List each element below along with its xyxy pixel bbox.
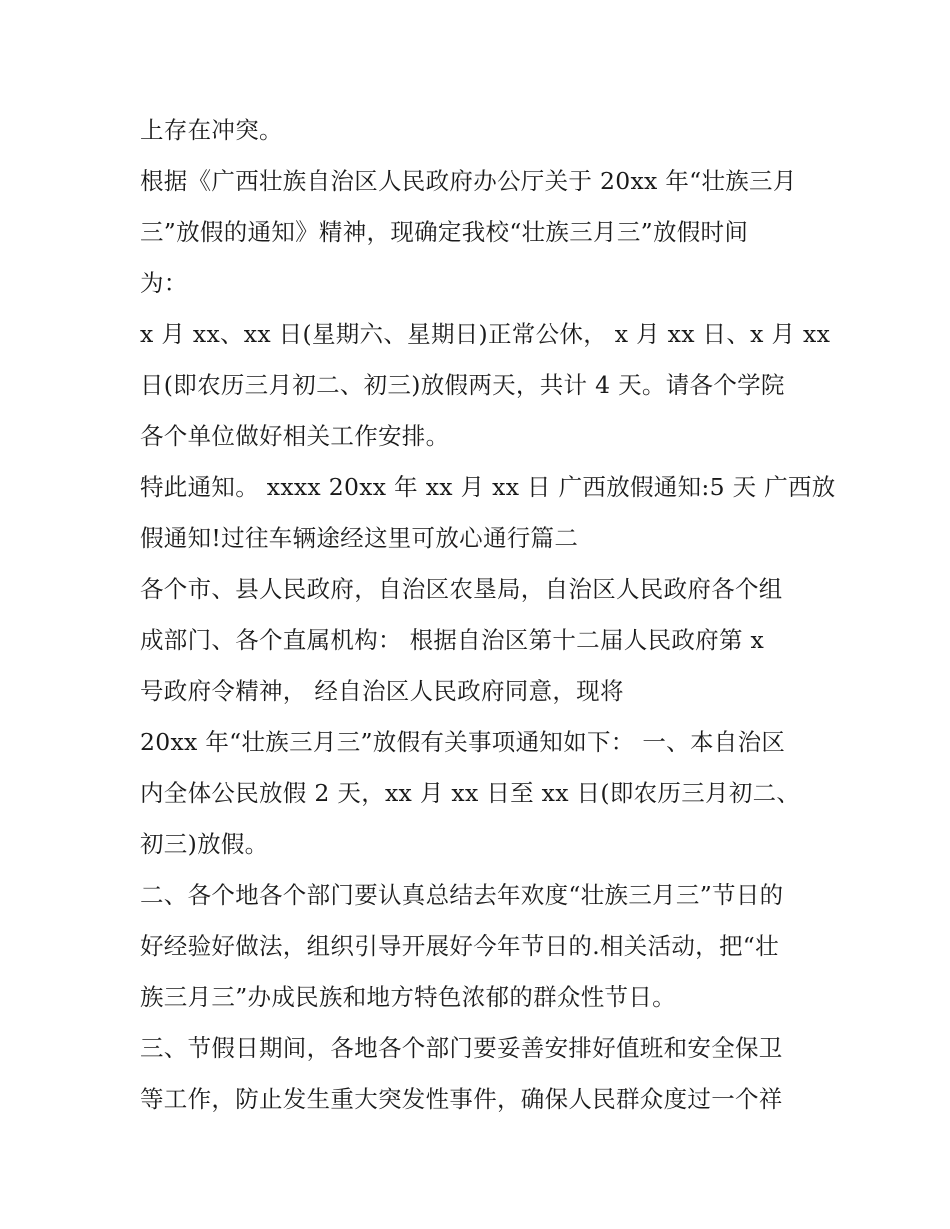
text-line: 成部门、各个直属机构： 根据自治区第十二届人民政府第 x (140, 626, 765, 654)
text-line: 各个单位做好相关工作安排。 (140, 422, 450, 450)
text-line: 假通知!过往车辆途经这里可放心通行篇二 (140, 524, 579, 552)
text-line: 号政府令精神， 经自治区人民政府同意，现将 (140, 677, 624, 705)
text-line: 好经验好做法，组织引导开展好今年节日的.相关活动，把“壮 (140, 932, 779, 960)
text-line: 内全体公民放假 2 天，xx 月 xx 日至 xx 日(即农历三月初二、 (140, 779, 801, 807)
text-line: 二、各个地各个部门要认真总结去年欢度“壮族三月三”节日的 (140, 881, 784, 909)
text-line: 三”放假的通知》精神，现确定我校“壮族三月三”放假时间 (140, 218, 749, 246)
text-line: 等工作，防止发生重大突发性事件，确保人民群众度过一个祥 (140, 1085, 783, 1113)
text-line: 日(即农历三月初二、初三)放假两天，共计 4 天。请各个学院 (140, 371, 785, 399)
text-line: 三、节假日期间，各地各个部门要妥善安排好值班和安全保卫 (140, 1034, 783, 1062)
text-line: 特此通知。 xxxx 20xx 年 xx 月 xx 日 广西放假通知:5 天 广西放 (140, 473, 836, 501)
document-body (140, 105, 836, 1125)
text-line: x 月 xx、xx 日(星期六、星期日)正常公休， x 月 xx 日、x 月 xx (140, 320, 831, 348)
text-line: 为： (140, 269, 188, 297)
text-line: 族三月三”办成民族和地方特色浓郁的群众性节日。 (140, 983, 676, 1011)
text-line: 根据《广西壮族自治区人民政府办公厅关于 20xx 年“壮族三月 (140, 167, 797, 195)
text-line: 20xx 年“壮族三月三”放假有关事项通知如下： 一、本自治区 (140, 728, 786, 756)
text-line: 各个市、县人民政府，自治区农垦局，自治区人民政府各个组 (140, 575, 783, 603)
text-line: 初三)放假。 (140, 830, 269, 858)
text-line: 上存在冲突。 (140, 116, 283, 144)
